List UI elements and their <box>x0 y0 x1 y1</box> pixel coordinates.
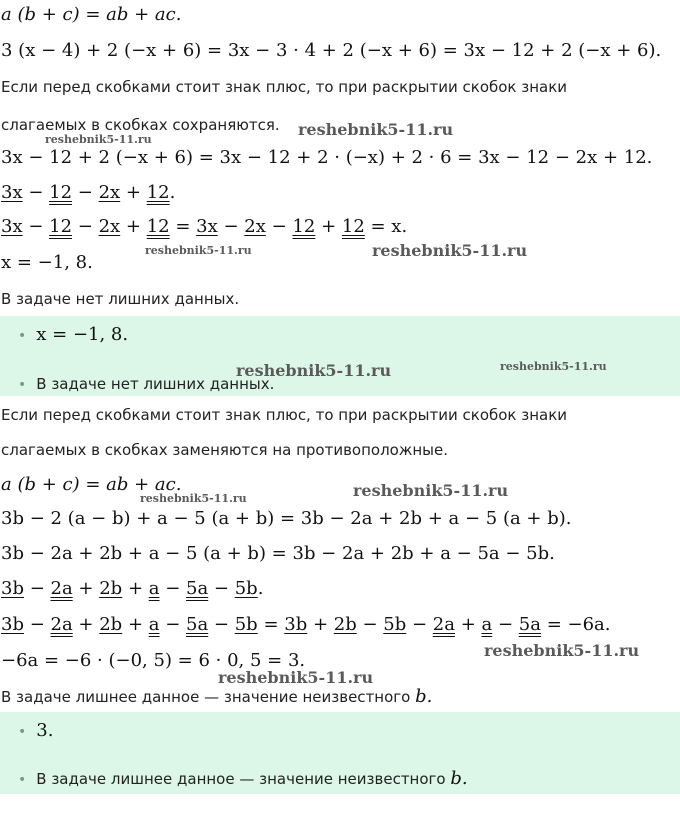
operator: − <box>22 182 50 203</box>
term: 12 <box>146 216 170 237</box>
term: a <box>148 614 160 635</box>
equation-1-4-underlined <box>1 216 407 237</box>
term: 5a <box>186 614 209 635</box>
operator: − <box>356 614 384 635</box>
operator: − <box>159 578 187 599</box>
bullet-icon: • <box>18 724 27 740</box>
rule-text-line-2: слагаемых в скобках заменяются на противоположные. <box>1 441 449 459</box>
equation-2-5: −6a = −6 · (−0, 5) = 6 · 0, 5 = 3. <box>1 650 306 671</box>
operator: + <box>120 182 147 203</box>
answer-item-text: x = −1, 8. <box>36 324 129 345</box>
operator: + <box>120 216 147 237</box>
term: 3x <box>196 216 218 237</box>
term: 12 <box>49 216 73 237</box>
equation-2-2: 3b − 2a + 2b + a − 5 (a + b) = 3b − 2a + 2b + a − 5a − 5b. <box>1 543 555 564</box>
answer-box-1 <box>0 316 680 396</box>
answer-item-text: В задаче нет лишних данных. <box>36 375 275 393</box>
term: 3x <box>1 182 23 203</box>
operator: − <box>159 614 187 635</box>
term: 3b <box>1 614 24 635</box>
answer-item <box>18 720 53 741</box>
term: 5a <box>518 614 541 635</box>
answer-item-var: b. <box>450 768 468 789</box>
operator: − <box>23 578 51 599</box>
term: 3b <box>284 614 308 635</box>
conclusion-1: В задаче нет лишних данных. <box>1 290 240 308</box>
equation-1-2: 3x − 12 + 2 (−x + 6) = 3x − 12 + 2 · (−x) + 2 · 6 = 3x − 12 − 2x + 12. <box>1 147 653 168</box>
term: 2x <box>98 182 121 203</box>
watermark: reshebnik5-11.ru <box>372 241 528 260</box>
operator: + <box>315 216 342 237</box>
operator: = <box>257 614 285 635</box>
equation-1-5: x = −1, 8. <box>1 252 93 273</box>
operator: − <box>492 614 519 635</box>
watermark: reshebnik5-11.ru <box>145 244 252 257</box>
equation-2-4-underlined <box>1 614 610 635</box>
operator: − <box>217 216 245 237</box>
operator: − <box>265 216 293 237</box>
equation-1-3-underlined <box>1 182 175 203</box>
equation-2-1: 3b − 2 (a − b) + a − 5 (a + b) = 3b − 2a + 2b + a − 5 (a + b). <box>1 508 572 529</box>
term: 5b <box>234 614 258 635</box>
operator: − <box>22 216 50 237</box>
bullet-icon: • <box>18 328 27 344</box>
watermark: reshebnik5-11.ru <box>236 361 392 380</box>
punct: . <box>169 182 176 203</box>
operator: + <box>454 614 482 635</box>
operator: − <box>406 614 433 635</box>
term: 3b <box>1 578 24 599</box>
answer-item <box>18 324 128 345</box>
term: 12 <box>49 182 73 203</box>
term: 2b <box>99 614 123 635</box>
answer-item-text: 3. <box>36 720 54 741</box>
operator: + <box>122 578 149 599</box>
distributive-rule-2: a (b + c) = ab + ac. <box>1 474 182 495</box>
term: 2a <box>50 614 73 635</box>
term: 2a <box>50 578 73 599</box>
term: 5b <box>383 614 407 635</box>
term: 5b <box>234 578 258 599</box>
term: a <box>481 614 493 635</box>
operator: − <box>72 216 99 237</box>
result: = x. <box>364 216 408 237</box>
term: 2a <box>432 614 455 635</box>
term: 2x <box>244 216 266 237</box>
bullet-icon: • <box>18 772 27 788</box>
answer-item <box>18 768 468 789</box>
operator: − <box>72 182 99 203</box>
watermark: reshebnik5-11.ru <box>298 120 454 139</box>
operator: − <box>208 578 235 599</box>
term: 5a <box>186 578 209 599</box>
punct: . <box>257 578 264 599</box>
operator: = <box>169 216 197 237</box>
term: a <box>148 578 160 599</box>
bullet-icon: • <box>18 377 27 393</box>
term: 2x <box>98 216 121 237</box>
watermark: reshebnik5-11.ru <box>500 360 607 373</box>
conclusion-text: В задаче лишнее данное — значение неизвестного <box>1 688 416 706</box>
equation-2-3-underlined <box>1 578 263 599</box>
operator: + <box>72 578 100 599</box>
answer-item-text: В задаче лишнее данное — значение неизвестного <box>36 770 451 788</box>
term: 2b <box>99 578 123 599</box>
watermark: reshebnik5-11.ru <box>140 492 247 505</box>
answer-box-2 <box>0 712 680 794</box>
term: 12 <box>341 216 365 237</box>
conclusion-var: b. <box>415 686 433 707</box>
watermark: reshebnik5-11.ru <box>218 668 374 687</box>
result: = −6a. <box>540 614 611 635</box>
watermark: reshebnik5-11.ru <box>484 641 640 660</box>
term: 12 <box>146 182 170 203</box>
operator: − <box>23 614 51 635</box>
operator: + <box>307 614 334 635</box>
operator: − <box>208 614 235 635</box>
operator: + <box>72 614 100 635</box>
term: 2b <box>333 614 357 635</box>
distributive-rule-1: a (b + c) = ab + ac. <box>1 4 182 25</box>
term: 3x <box>1 216 23 237</box>
watermark: reshebnik5-11.ru <box>353 481 509 500</box>
operator: + <box>122 614 149 635</box>
rule-text-line-1: Если перед скобками стоит знак плюс, то при раскрытии скобок знаки <box>1 406 568 424</box>
term: 12 <box>292 216 316 237</box>
conclusion-2 <box>1 686 432 707</box>
rule-text-line-2: слагаемых в скобках сохраняются. <box>1 116 280 134</box>
watermark: reshebnik5-11.ru <box>45 133 152 146</box>
rule-text-line-1: Если перед скобками стоит знак плюс, то при раскрытии скобок знаки <box>1 78 568 96</box>
equation-1-1: 3 (x − 4) + 2 (−x + 6) = 3x − 3 · 4 + 2 (−x + 6) = 3x − 12 + 2 (−x + 6). <box>1 40 662 61</box>
